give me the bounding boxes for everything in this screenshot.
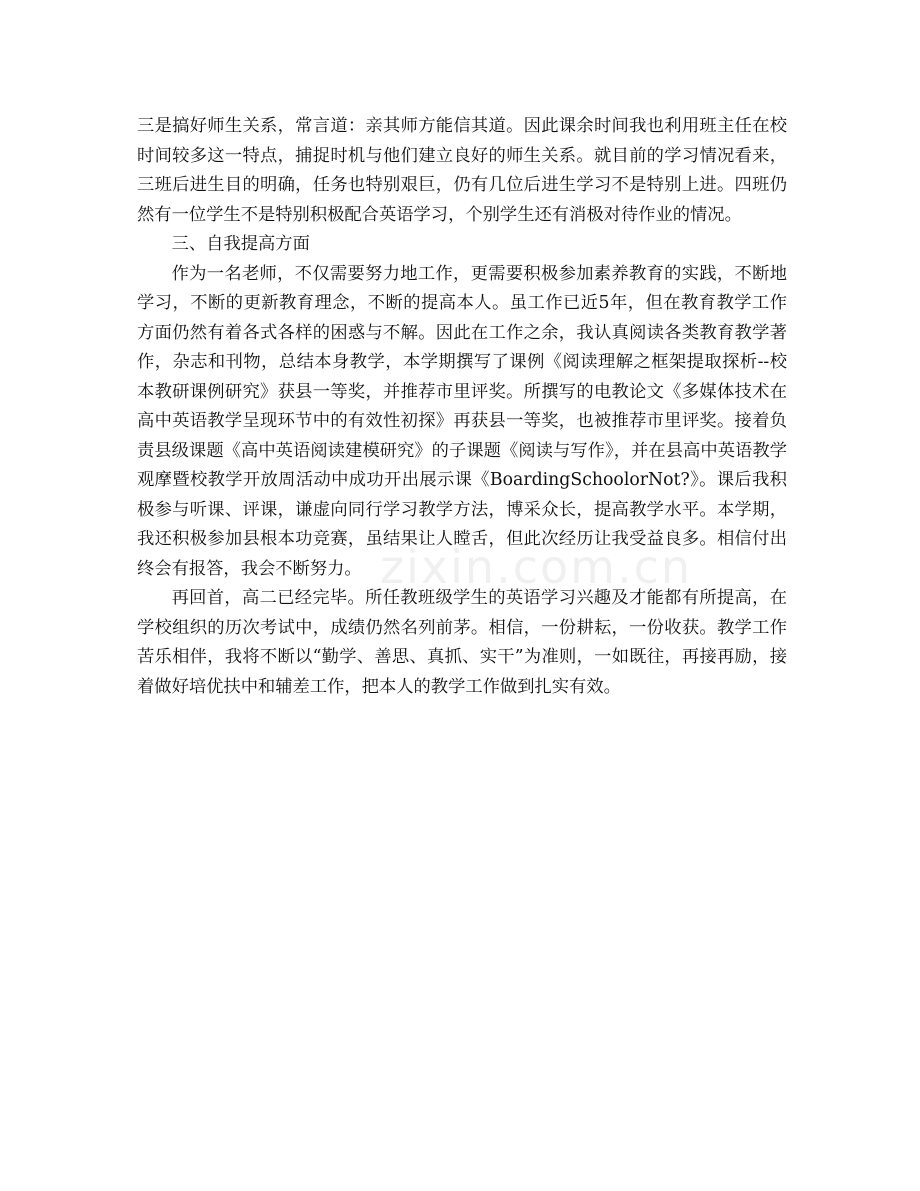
paragraph-self-improvement: 作为一名老师，不仅需要努力地工作，更需要积极参加素养教育的实践，不断地学习，不断的更新教育理念，不断的提高本人。虽工作已近5年，但在教育教学工作方面仍然有着各式各样的困惑与不解。因此在工作之余，我认真阅读各类教育教学著作，杂志和刊物，总结本身教学，本学期撰写了课例《阅读理解之框架提取探析--校本教研课例研究》获县一等奖，并推荐市里评奖。所撰写的电教论文《多媒体技术在高中英语教学呈现环节中的有效性初探》再获县一等奖，也被推荐市里评奖。接着负责县级课题《高中英语阅读建模研究》的子课题《阅读与写作》，并在县高中英语教学观摩暨校教学开放周活动中成功开出展示课《BoardingSchoolorNot?》。课后我积极参与听课、评课，谦虚向同行学习教学方法，博采众长，提高教学水平。本学期，我还积极参加县根本功竞赛，虽结果让人瞠舌，但此次经历让我受益良多。相信付出终会有报答，我会不断努力。 — [137, 263, 787, 579]
document-body — [137, 112, 787, 702]
section-heading-self-improvement: 三、自我提高方面 — [171, 234, 310, 254]
paragraph-conclusion: 再回首，高二已经完毕。所任教班级学生的英语学习兴趣及才能都有所提高，在学校组织的历次考试中，成绩仍然名列前茅。相信，一份耕耘，一份收获。教学工作苦乐相伴，我将不断以“勤学、善思、真抓、实干”为准则，一如既往，再接再励，接着做好培优扶中和辅差工作，把本人的教学工作做到扎实有效。 — [137, 588, 787, 697]
watermark-text: zixin.com.cn — [380, 540, 693, 594]
paragraph-teacher-student-relations: 三是搞好师生关系，常言道：亲其师方能信其道。因此课余时间我也利用班主任在校时间较多这一特点，捕捉时机与他们建立良好的师生关系。就目前的学习情况看来，三班后进生目的明确，任务也特别艰巨，仍有几位后进生学习不是特别上进。四班仍然有一位学生不是特别积极配合英语学习，个别学生还有消极对待作业的情况。 — [137, 116, 787, 225]
